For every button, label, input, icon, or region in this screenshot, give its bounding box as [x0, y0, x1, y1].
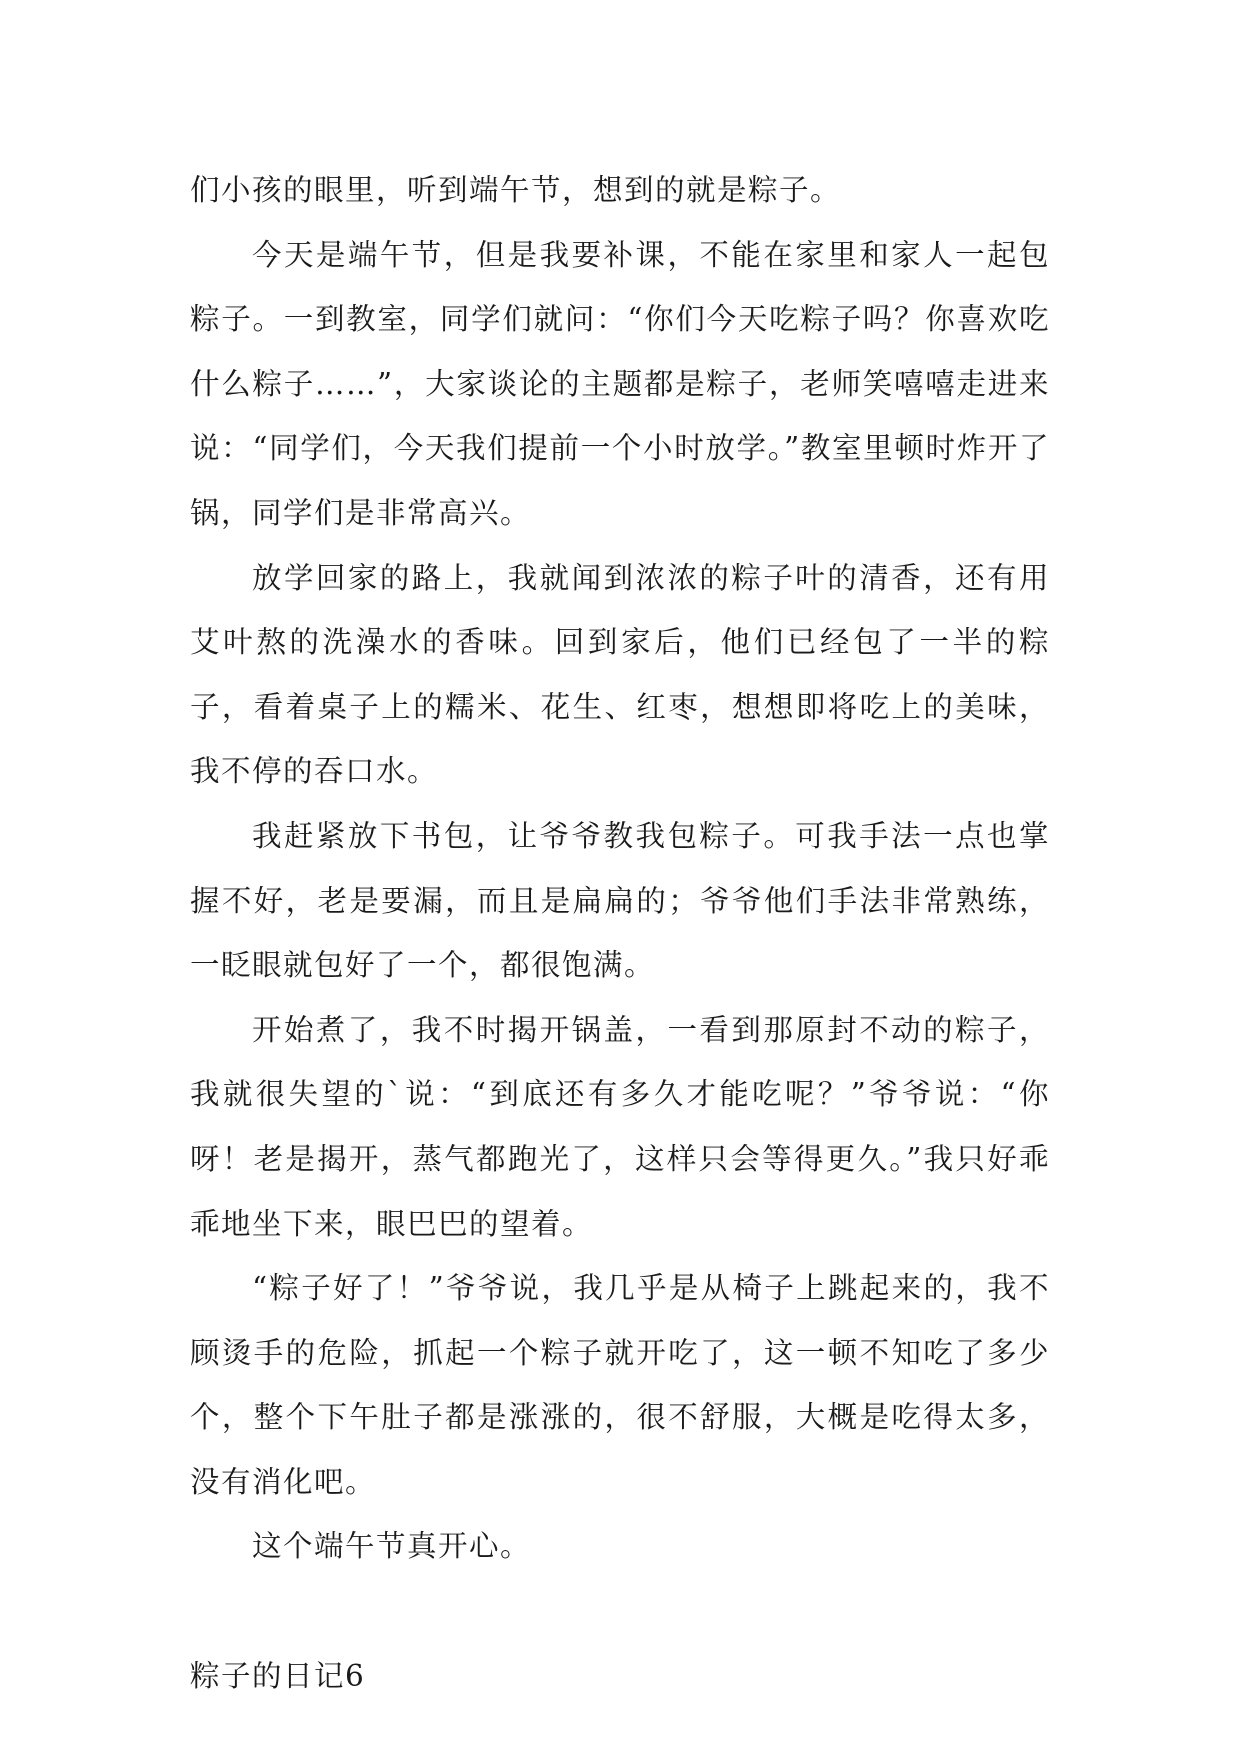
paragraph: 开始煮了，我不时揭开锅盖，一看到那原封不动的粽子，我就很失望的`说：“到底还有多久才能吃呢？”爷爷说：“你呀！老是揭开，蒸气都跑光了，这样只会等得更久。”我只好乖乖地坐下来，眼巴巴的望着。: [190, 1012, 1050, 1241]
paragraph-continuation: 们小孩的眼里，听到端午节，想到的就是粽子。: [190, 173, 842, 207]
paragraph: 放学回家的路上，我就闻到浓浓的粽子叶的清香，还有用艾叶熬的洗澡水的香味。回到家后，他们已经包了一半的粽子，看着桌子上的糯米、花生、红枣，想想即将吃上的美味，我不停的吞口水。: [190, 560, 1050, 789]
document-body: [190, 158, 1050, 1708]
paragraph: 我赶紧放下书包，让爷爷教我包粽子。可我手法一点也掌握不好，老是要漏，而且是扁扁的；爷爷他们手法非常熟练，一眨眼就包好了一个，都很饱满。: [190, 818, 1050, 983]
paragraph: 今天是端午节，但是我要补课，不能在家里和家人一起包粽子。一到教室，同学们就问：“你们今天吃粽子吗？你喜欢吃什么粽子……”，大家谈论的主题都是粽子，老师笑嘻嘻走进来说：“同学们，今天我们提前一个小时放学。”教室里顿时炸开了锅，同学们是非常高兴。: [190, 237, 1050, 530]
blank-line: [190, 1579, 1050, 1644]
paragraph: “粽子好了！”爷爷说，我几乎是从椅子上跳起来的，我不顾烫手的危险，抓起一个粽子就开吃了，这一顿不知吃了多少个，整个下午肚子都是涨涨的，很不舒服，大概是吃得太多，没有消化吧。: [190, 1271, 1050, 1499]
section-heading: 粽子的日记6: [190, 1658, 366, 1693]
paragraph: 这个端午节真开心。: [252, 1529, 532, 1564]
